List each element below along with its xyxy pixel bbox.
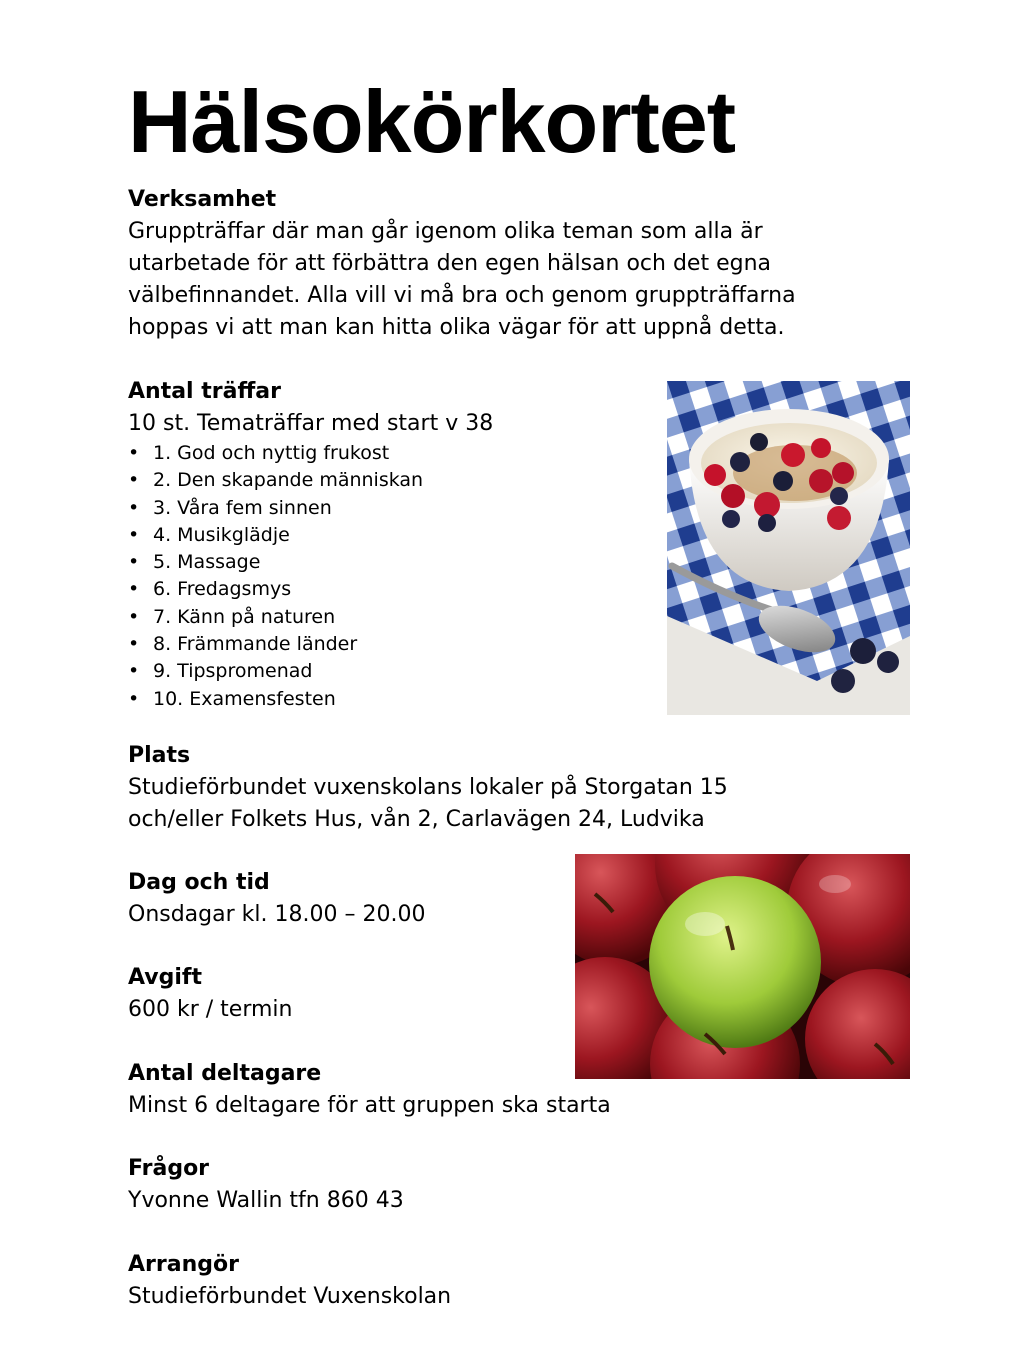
section-text: Studieförbundet Vuxenskolan [128,1284,452,1309]
list-item: • 10. Examensfesten [128,686,493,713]
bullet: • [128,578,140,601]
body-line: hoppas vi att man kan hitta olika vägar för att uppnå detta. [128,315,785,340]
section-avgift [128,962,292,1026]
theme-list [128,440,493,713]
section-text: 10 st. Tematräffar med start v 38 [128,411,494,436]
section-verksamhet [128,184,796,344]
body-line: Studieförbundet vuxenskolans lokaler på Storgatan 15 [128,775,728,800]
section-heading: Verksamhet [128,187,277,212]
bullet: • [128,523,140,546]
section-dag-och-tid [128,867,425,931]
body-line: och/eller Folkets Hus, vån 2, Carlavägen 24, Ludvika [128,807,705,832]
section-heading: Arrangör [128,1252,239,1277]
bullet: • [128,442,140,464]
section-plats [128,740,728,836]
body-line: utarbetade för att förbättra den egen hälsan och det egna [128,251,771,276]
list-item: • 6. Fredagsmys [128,576,493,603]
list-item: • 1. God och nyttig frukost [128,440,493,467]
bullet: • [128,496,140,519]
body-line: välbefinnandet. Alla vill vi må bra och genom gruppträffarna [128,283,796,308]
section-heading: Frågor [128,1156,210,1181]
list-item: • 7. Känn på naturen [128,604,493,631]
section-text: Minst 6 deltagare för att gruppen ska starta [128,1093,611,1118]
bullet: • [128,605,140,628]
section-antal-deltagare [128,1058,611,1122]
page-title: Hälsokörkortet [128,72,736,171]
list-item: • 3. Våra fem sinnen [128,495,493,522]
body-line: Gruppträffar där man går igenom olika teman som alla är [128,219,763,244]
bullet: • [128,660,140,683]
section-antal-traffar [128,376,493,713]
bullet: • [128,551,140,574]
list-item: • 5. Massage [128,549,493,576]
list-item: • 4. Musikglädje [128,522,493,549]
section-heading: Avgift [128,965,202,990]
section-fragor [128,1153,404,1217]
list-item: • 8. Främmande länder [128,631,493,658]
section-heading: Dag och tid [128,870,270,895]
section-heading: Plats [128,743,191,768]
section-text: Yvonne Wallin tfn 860 43 [128,1188,404,1213]
bullet: • [128,633,140,656]
list-item: • 2. Den skapande människan [128,467,493,494]
section-heading: Antal deltagare [128,1061,322,1086]
bullet: • [128,687,140,710]
section-text: Onsdagar kl. 18.00 – 20.00 [128,902,426,927]
section-text: 600 kr / termin [128,997,293,1022]
list-item: • 9. Tipspromenad [128,658,493,685]
section-arrangor [128,1249,451,1313]
breakfast-image [667,381,910,715]
apples-image [575,854,910,1079]
bullet: • [128,469,140,492]
section-heading: Antal träffar [128,379,281,404]
